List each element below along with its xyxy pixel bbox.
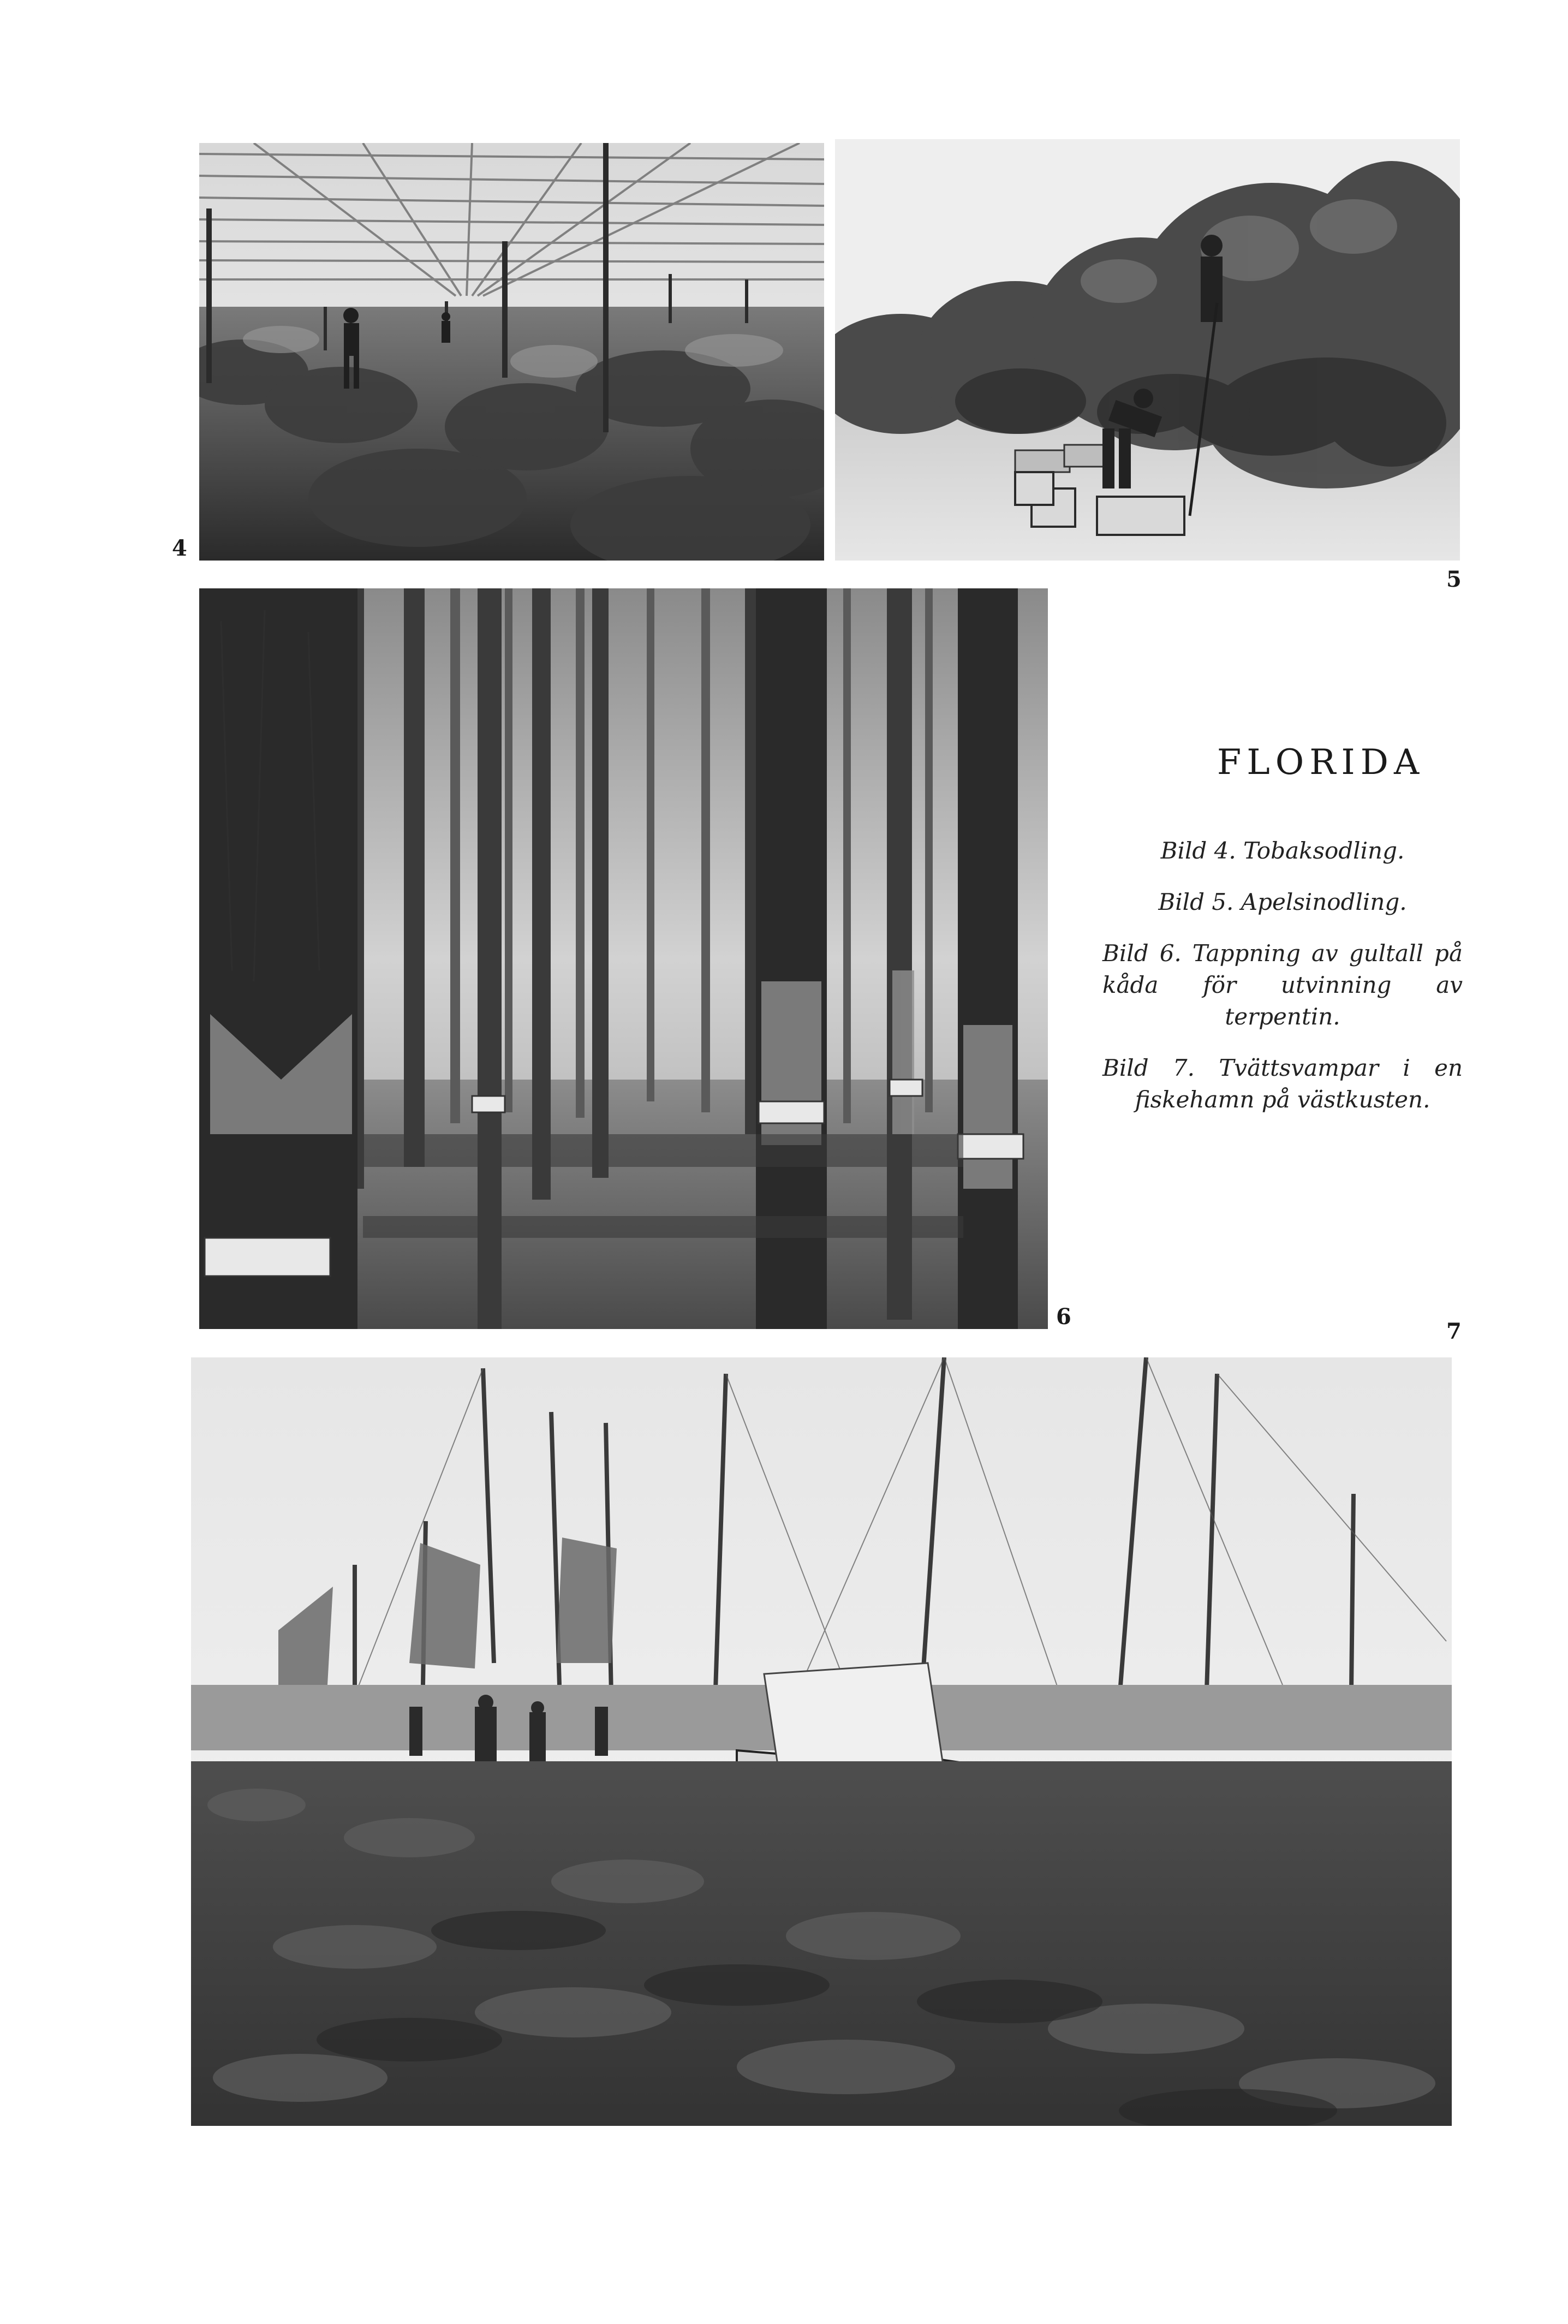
page-title: FLORIDA [1217,742,1425,783]
orange-grove-image [835,139,1460,561]
plate-number-5: 5 [1446,567,1462,592]
plate-number-4: 4 [172,535,187,561]
caption-bild-5: Bild 5. Apelsinodling. [1158,889,1407,915]
plate-number-7: 7 [1446,1319,1462,1344]
caption-list [1102,835,1463,1135]
caption-bild-7: Bild 7. Tvättsvampar i en fiskehamn på västkusten. [1102,1054,1463,1113]
plate-number-6: 6 [1056,1304,1071,1330]
tobacco-field-image [199,143,824,561]
photo-sponge-harbor [191,1357,1452,2126]
photo-orange-grove [835,139,1460,561]
caption-bild-4: Bild 4. Tobaksodling. [1160,837,1405,864]
sponge-harbor-image [191,1357,1452,2126]
photo-tobacco-field [199,143,824,561]
photo-pine-forest [199,588,1048,1329]
pine-forest-image [199,588,1048,1329]
caption-bild-6: Bild 6. Tappning av gultall på kåda för utvinning av terpentin. [1102,940,1463,1030]
